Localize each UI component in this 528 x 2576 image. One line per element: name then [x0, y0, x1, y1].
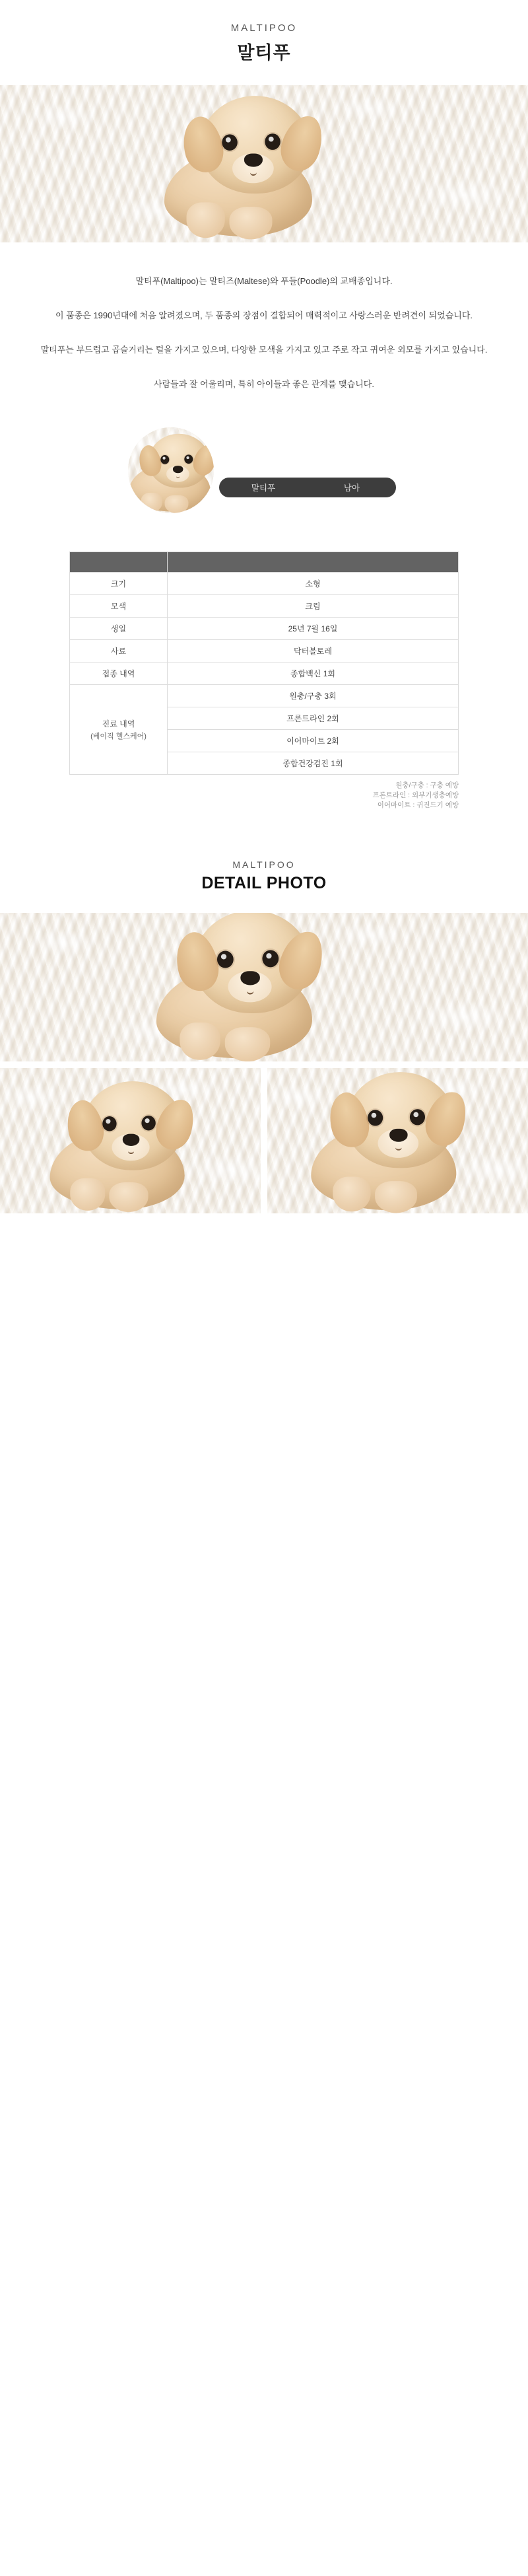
profile-name-chip [219, 478, 396, 497]
care-label-main: 진료 내역 [102, 719, 135, 729]
puppy-front-leg-right [230, 207, 273, 239]
puppy-front-leg-right [165, 495, 189, 513]
care-value: 이어마이트 2회 [168, 730, 459, 752]
puppy-front-leg-right [225, 1027, 270, 1061]
puppy-mouth [250, 168, 257, 176]
table-row-care [70, 685, 459, 707]
puppy-front-leg-left [70, 1178, 105, 1211]
table-header-left [70, 552, 168, 573]
footnote-line: 원충/구충 : 구충 예방 [395, 781, 459, 789]
table-footnotes [69, 781, 459, 810]
row-value: 닥터볼토레 [168, 640, 459, 662]
puppy-illustration [128, 431, 214, 513]
description-paragraph-4: 사람들과 잘 어울리며, 특히 아이들과 좋은 관계를 맺습니다. [154, 379, 374, 389]
puppy-illustration [306, 1068, 487, 1213]
profile-block [0, 427, 528, 513]
puppy-mouth [176, 474, 180, 478]
puppy-front-leg-left [141, 493, 162, 513]
footnote-line: 이어마이트 : 귀진드기 예방 [377, 801, 459, 809]
detail-eyebrow: MALTIPOO [232, 859, 296, 870]
page-header [0, 22, 528, 64]
hero-photo [0, 85, 528, 242]
description-paragraph-2: 이 품종은 1990년대에 처음 알려졌으며, 두 품종의 장점이 결합되어 매력적이고 사랑스러운 반려견이 되었습니다. [55, 310, 473, 320]
puppy-front-leg-left [187, 202, 225, 238]
row-value: 크림 [168, 595, 459, 618]
description-block [0, 273, 528, 393]
row-label: 크기 [70, 573, 168, 595]
row-label: 생일 [70, 618, 168, 640]
table-header-right [168, 552, 459, 573]
puppy-eye-left [102, 1116, 116, 1131]
puppy-front-leg-right [375, 1181, 417, 1213]
detail-photo-large [0, 913, 528, 1061]
top-spacer [0, 0, 528, 22]
puppy-front-leg-left [180, 1022, 220, 1060]
detail-photo-small-left [0, 1068, 261, 1213]
row-label: 사료 [70, 640, 168, 662]
detail-photo-header [0, 859, 528, 893]
puppy-eye-right [410, 1109, 425, 1125]
bottom-spacer [0, 1213, 528, 1220]
brand-eyebrow: MALTIPOO [230, 22, 298, 34]
puppy-mouth [395, 1143, 402, 1151]
puppy-eye-left [217, 951, 234, 968]
puppy-eye-right [265, 133, 280, 150]
profile-portrait [128, 427, 214, 513]
puppy-nose [389, 1129, 408, 1142]
puppy-front-leg-left [333, 1177, 370, 1212]
footnote-line: 프론트라인 : 외부기생충예방 [372, 791, 459, 799]
puppy-illustration [45, 1077, 213, 1213]
page-title: 말티푸 [237, 43, 291, 63]
row-label: 모색 [70, 595, 168, 618]
puppy-eye-left [160, 455, 169, 464]
puppy-eye-left [368, 1110, 383, 1126]
detail-photo-small-right [267, 1068, 528, 1213]
table-row [70, 640, 459, 662]
description-paragraph-3: 말티푸는 부드럽고 곱슬거리는 털을 가지고 있으며, 다양한 모색을 가지고 있고 주로 작고 귀여운 외모를 가지고 있습니다. [40, 345, 488, 355]
chip-breed-label: 말티푸 [251, 483, 276, 493]
puppy-illustration [158, 91, 343, 242]
table-row [70, 618, 459, 640]
table-row [70, 595, 459, 618]
row-value: 25년 7월 16일 [168, 618, 459, 640]
care-value: 원충/구충 3회 [168, 685, 459, 707]
puppy-nose [244, 153, 263, 166]
info-table-wrap [69, 552, 459, 775]
puppy-eye-right [141, 1116, 155, 1130]
detail-photo-grid [0, 1068, 528, 1213]
care-value: 프론트라인 2회 [168, 707, 459, 730]
care-row-label [70, 685, 168, 775]
puppy-nose [123, 1134, 139, 1146]
table-header-row [70, 552, 459, 573]
puppy-eye-right [262, 950, 279, 967]
row-value: 소형 [168, 573, 459, 595]
description-paragraph-1: 말티푸(Maltipoo)는 말티즈(Maltese)와 푸들(Poodle)의 교배종입니다. [135, 276, 393, 286]
puppy-eye-right [184, 454, 193, 464]
puppy-nose [240, 971, 260, 985]
info-table [69, 552, 459, 775]
row-value: 종합백신 1회 [168, 662, 459, 685]
care-label-sub: (베이직 헬스케어) [90, 733, 147, 740]
table-row [70, 573, 459, 595]
puppy-mouth [247, 987, 254, 995]
table-row [70, 662, 459, 685]
puppy-mouth [128, 1147, 134, 1154]
care-value: 종합건강검진 1회 [168, 752, 459, 775]
chip-gender-label: 남아 [343, 483, 360, 493]
detail-title: DETAIL PHOTO [201, 874, 327, 892]
product-detail-page [0, 0, 528, 1220]
puppy-illustration [150, 913, 345, 1061]
puppy-front-leg-right [109, 1182, 148, 1212]
row-label: 접종 내역 [70, 662, 168, 685]
puppy-nose [173, 466, 183, 473]
puppy-eye-left [222, 134, 238, 151]
